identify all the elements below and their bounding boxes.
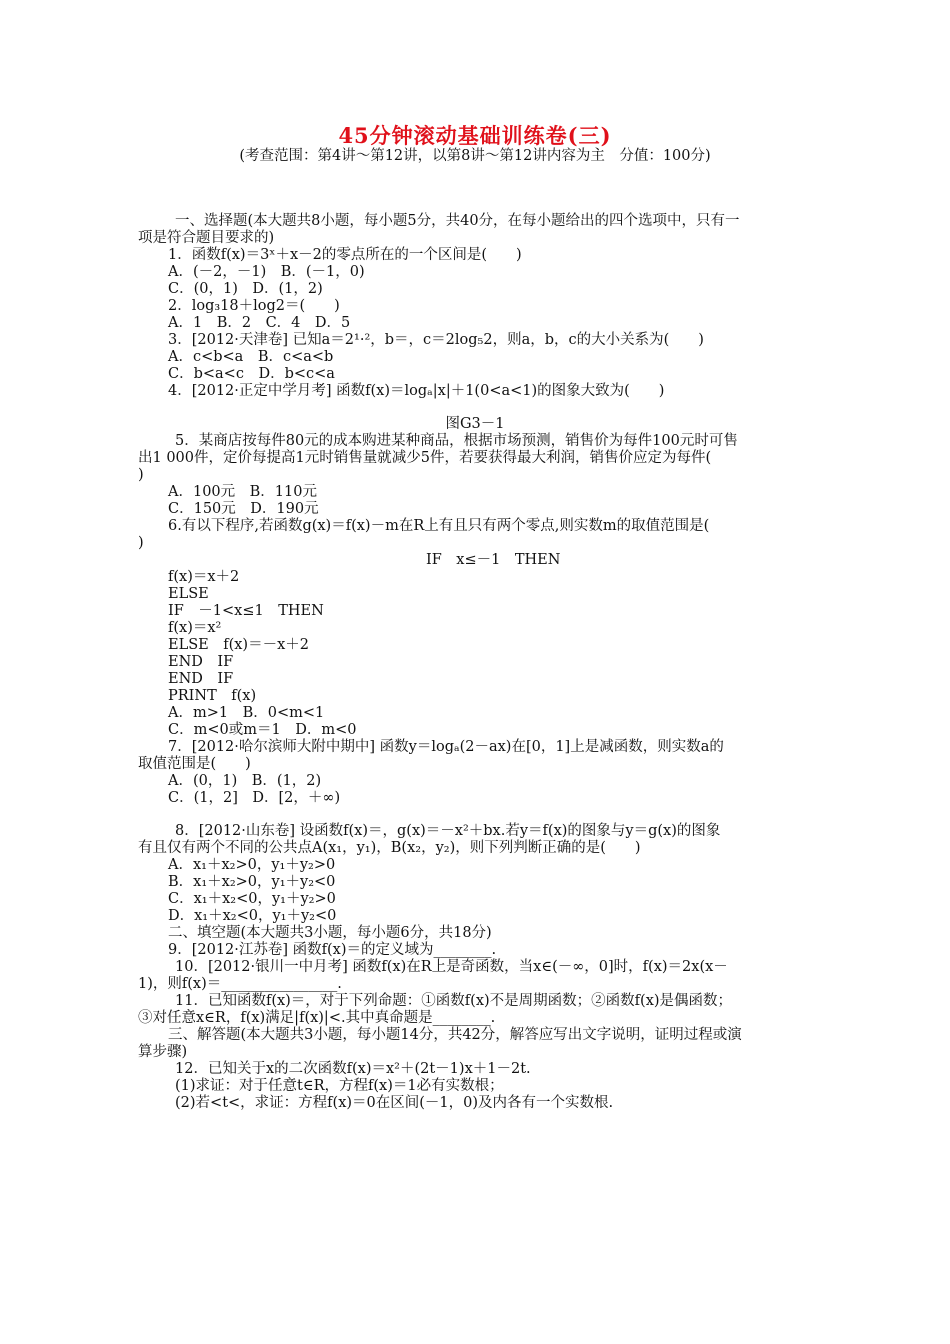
question-4: 4．[2012·正定中学月考] 函数f(x)＝logₐ|x|＋1(0<a<1)的图象大致为( ): [168, 383, 665, 399]
option-8d: D．x₁＋x₂<0，y₁＋y₂<0: [168, 908, 337, 924]
question-1: 1．函数f(x)＝3ˣ＋x－2的零点所在的一个区间是( ): [168, 247, 522, 263]
options-1a: A．(－2，－1) B．(－1，0): [168, 264, 365, 280]
question-2: 2．log₃18＋log2＝( ): [168, 298, 340, 314]
program-line: f(x)＝x²: [168, 620, 222, 636]
question-6: 6.有以下程序,若函数g(x)＝f(x)－m在R上有且只有两个零点,则实数m的取值范围是(: [168, 518, 710, 534]
page-title: 45分钟滚动基础训练卷(三): [338, 123, 612, 148]
question-12-part-1: (1)求证：对于任意t∈R，方程f(x)＝1必有实数根；: [175, 1078, 504, 1094]
options-5b: C．150元 D．190元: [168, 501, 319, 517]
question-12-part-2: (2)若<t<，求证：方程f(x)＝0在区间(－1，0)及内各有一个实数根.: [175, 1095, 614, 1111]
program-line: f(x)＝x＋2: [168, 569, 240, 585]
section-heading-choice: 一、选择题(本大题共8小题，每小题5分，共40分，在每小题给出的四个选项中，只有一: [175, 213, 740, 229]
program-line: END IF: [168, 654, 234, 670]
question-9: 9．[2012·江苏卷] 函数f(x)＝的定义域为________.: [168, 942, 497, 958]
options-6a: A．m>1 B．0<m<1: [168, 705, 325, 721]
options-1b: C．(0，1) D．(1，2): [168, 281, 323, 297]
text-line: 有且仅有两个不同的公共点A(x₁，y₁)，B(x₂，y₂)，则下列判断正确的是( ): [138, 840, 641, 856]
section-heading-fill: 二、填空题(本大题共3小题，每小题6分，共18分): [168, 925, 492, 941]
text-line: 算步骤): [138, 1044, 188, 1060]
options-5a: A．100元 B．110元: [168, 484, 317, 500]
section-heading-answer: 三、解答题(本大题共3小题，每小题14分，共42分，解答应写出文字说明，证明过程或演: [168, 1027, 742, 1043]
page-subtitle: (考查范围：第4讲～第12讲，以第8讲～第12讲内容为主 分值：100分): [239, 148, 711, 164]
option-8b: B．x₁＋x₂>0，y₁＋y₂<0: [168, 874, 336, 890]
question-5: 5．某商店按每件80元的成本购进某种商品，根据市场预测，销售价为每件100元时可售: [175, 433, 738, 449]
text-line: 出1 000件，定价每提高1元时销售量就减少5件，若要获得最大利润，销售价应定为每件(: [138, 450, 712, 466]
option-8c: C．x₁＋x₂<0，y₁＋y₂>0: [168, 891, 336, 907]
text-line: ): [138, 535, 144, 551]
options-3b: C．b<a<c D．b<c<a: [168, 366, 335, 382]
question-8: 8．[2012·山东卷] 设函数f(x)＝，g(x)＝－x²＋bx.若y＝f(x)的图象与y＝g(x)的图象: [175, 823, 721, 839]
question-10: 10．[2012·银川一中月考] 函数f(x)在R上是奇函数，当x∈(－∞，0]时，f(x)＝2x(x－: [175, 959, 728, 975]
options-7b: C．(1，2] D．[2，＋∞): [168, 790, 341, 806]
options-2: A．1 B．2 C．4 D．5: [168, 315, 351, 331]
options-7a: A．(0，1) B．(1，2): [168, 773, 322, 789]
options-6b: C．m<0或m＝1 D．m<0: [168, 722, 357, 738]
question-11: 11．已知函数f(x)＝，对于下列命题：①函数f(x)不是周期函数；②函数f(x)是偶函数；: [175, 993, 733, 1009]
program-line: ELSE: [168, 586, 209, 602]
option-8a: A．x₁＋x₂>0，y₁＋y₂>0: [168, 857, 336, 873]
program-line: IF x≤－1 THEN: [426, 552, 561, 568]
question-12: 12．已知关于x的二次函数f(x)＝x²＋(2t－1)x＋1－2t.: [175, 1061, 531, 1077]
program-line: PRINT f(x): [168, 688, 257, 704]
figure-caption: 图G3－1: [445, 416, 505, 432]
text-line: ): [138, 467, 144, 483]
text-line: 项是符合题目要求的): [138, 230, 275, 246]
program-line: IF －1<x≤1 THEN: [168, 603, 324, 619]
program-line: ELSE f(x)＝－x＋2: [168, 637, 309, 653]
program-line: END IF: [168, 671, 234, 687]
question-7: 7．[2012·哈尔滨师大附中期中] 函数y＝logₐ(2－ax)在[0，1]上是减函数，则实数a的: [168, 739, 724, 755]
question-3: 3．[2012·天津卷] 已知a＝2¹·²，b＝，c＝2log₅2，则a，b，c的大小关系为( ): [168, 332, 704, 348]
text-line: 取值范围是( ): [138, 756, 251, 772]
text-line: ③对任意x∈R，f(x)满足|f(x)|<.其中真命题是________.: [138, 1010, 496, 1026]
text-line: 1)，则f(x)＝________________.: [138, 976, 342, 992]
options-3a: A．c<b<a B．c<a<b: [168, 349, 334, 365]
